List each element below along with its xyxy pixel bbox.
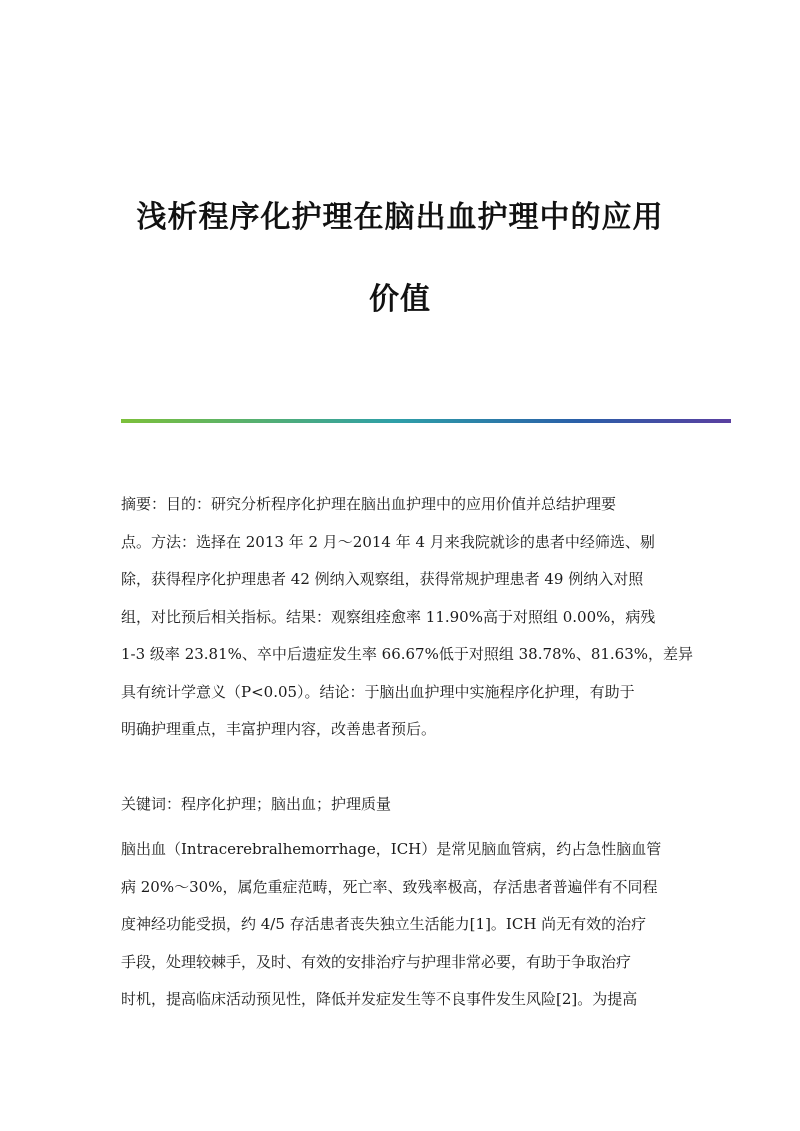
title-divider: [121, 419, 731, 423]
abstract-line: 点。方法：选择在 2013 年 2 月～2014 年 4 月来我院就诊的患者中经筛选、剔: [121, 532, 655, 551]
abstract-line: 摘要：目的：研究分析程序化护理在脑出血护理中的应用价值并总结护理要: [121, 495, 617, 513]
body-line: 时机，提高临床活动预见性，降低并发症发生等不良事件发生风险[2]。为提高: [121, 990, 638, 1008]
body-line: 病 20%～30%，属危重症范畴，死亡率、致残率极高，存活患者普遍伴有不同程: [121, 877, 658, 896]
document-title: 浅析程序化护理在脑出血护理中的应用: [136, 200, 664, 235]
body-line: 度神经功能受损，约 4/5 存活患者丧失独立生活能力[1]。ICH 尚无有效的治疗: [121, 915, 647, 933]
abstract-line: 明确护理重点，丰富护理内容，改善患者预后。: [121, 720, 437, 738]
abstract-line: 具有统计学意义（P<0.05）。结论：于脑出血护理中实施程序化护理，有助于: [121, 682, 635, 701]
body-line: 脑出血（Intracerebralhemorrhage，ICH）是常见脑血管病，约占急性脑血管: [121, 840, 662, 858]
abstract-paragraph: [121, 486, 694, 749]
keywords-line: 关键词：程序化护理；脑出血；护理质量: [121, 795, 392, 813]
body-paragraph: [121, 831, 681, 1019]
abstract-line: 除，获得程序化护理患者 42 例纳入观察组，获得常规护理患者 49 例纳入对照: [121, 570, 644, 588]
body-line: 手段，处理较棘手，及时、有效的安排治疗与护理非常必要，有助于争取治疗: [121, 952, 632, 971]
document-title-continued: 价值: [369, 282, 431, 317]
abstract-line: 1-3 级率 23.81%、卒中后遗症发生率 66.67%低于对照组 38.78%、81.63%，差异: [121, 645, 694, 663]
abstract-line: 组，对比预后相关指标。结果：观察组痊愈率 11.90%高于对照组 0.00%，病残: [121, 607, 656, 626]
